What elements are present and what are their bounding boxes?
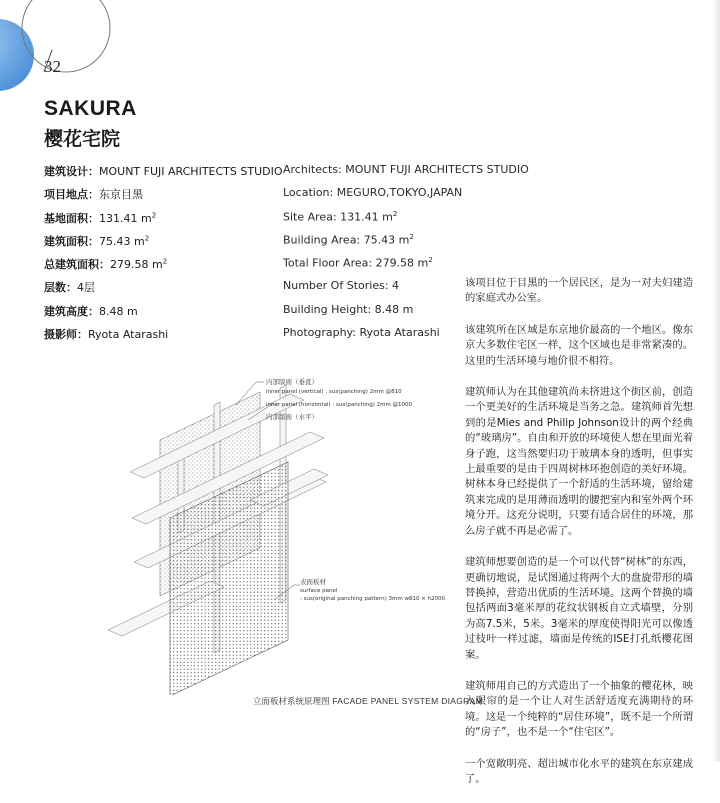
spec-label: 层数： <box>44 281 77 295</box>
spec-text: Building Height: 8.48 m <box>283 302 414 316</box>
paragraph: 一个宽敞明亮、超出城市化水平的建筑在东京建成了。 <box>465 757 693 785</box>
spec-value: 8.48 m <box>99 304 138 318</box>
page-corner-circles <box>0 0 120 100</box>
paragraph: 建筑师用自己的方式造出了一个抽象的樱花林，映入眼帘的是一个让人对生活舒适度充满期待的环境。这是一个纯粹的“居住环境”，既不是一个所谓的“房子”，也不是一个“住宅区”。 <box>465 679 693 739</box>
spec-sup: 2 <box>428 256 433 265</box>
spec-value: 东京目黑 <box>99 188 143 202</box>
spec-value: 75.43 m <box>99 234 145 248</box>
spec-sup: 2 <box>151 210 157 219</box>
paragraph: 建筑师认为在其他建筑尚未挤进这个街区前，创造一个更美好的生活环境是当务之急。建筑师首先想到的是Mies and Philip Johnson设计的两个经典的“玻璃房”。自由和开放的环境使人想在里面光着身子跑，这当然要归功于玻璃本身的透明，但事实上最重要的是由于四周树林环抱创造的美好环境。树林本身已经提供了一个舒适的生活环境，留给建筑来完成的是用薄而透明的腰把室内和室外两个环境分开。这充分说明，只要有适合居住的环境，那么房子就不再是必需了。 <box>465 386 693 537</box>
spec-label: 总建筑面积： <box>44 258 110 272</box>
spec-label: 摄影师： <box>44 328 88 342</box>
label-inner-vertical-en: inner panel (vertical) : sus(panching) 2mm @810 <box>266 389 402 395</box>
spec-label: 基地面积： <box>44 211 99 225</box>
spec-row-en <box>283 186 529 209</box>
spec-text: Photography: Ryota Atarashi <box>283 326 440 340</box>
label-inner-vertical-cn: 内部版面（垂直） <box>266 378 318 386</box>
body-text <box>465 276 693 803</box>
caption-en: FACADE PANEL SYSTEM DIAGRAM <box>332 696 483 706</box>
spec-label: 建筑高度： <box>44 304 99 318</box>
paragraph: 建筑师想要创造的是一个可以代替“树林”的东西，更确切地说，是试图通过将两个大的盘旋带形的墙替换掉，营造出优质的生活环境。这两个替换的墙包括两面3毫米厚的花纹状钢板自立式墙壁，分别为高7.5米，5米。3毫米的厚度使得阳光可以像透过枝叶一样过滤，墙面是传统的ISE打孔纸樱花图案。 <box>465 556 693 661</box>
spec-row-en <box>283 210 529 233</box>
spec-row <box>44 186 283 209</box>
spec-text: Site Area: 131.41 m <box>283 210 393 224</box>
spec-value: 4层 <box>77 281 95 295</box>
label-surface-cn: 表面板材 <box>300 578 326 586</box>
label-inner-horizontal-cn: 内部版面（水平） <box>266 413 318 421</box>
spec-sup: 2 <box>162 257 168 266</box>
spec-row <box>44 233 283 256</box>
spec-row-en <box>283 233 529 256</box>
caption-cn: 立面板材系统原理图 <box>253 697 330 707</box>
paragraph: 该项目位于目黑的一个居民区，是为一对夫妇建造的家庭式办公室。 <box>465 277 693 305</box>
spec-sup: 2 <box>392 209 398 218</box>
paragraph: 该建筑所在区域是东京地价最高的一个地区。像东京大多数住宅区一样，这个区域也是非常紧凑的。这里的生活环境与地价很不相符。 <box>465 323 693 367</box>
label-surface-en1: surface panel <box>300 588 338 594</box>
spec-value: Ryota Atarashi <box>88 328 169 342</box>
spec-label: 项目地点： <box>44 188 99 202</box>
spec-sup: 2 <box>409 232 414 241</box>
spec-value: 131.41 m <box>99 211 152 225</box>
spec-text: Total Floor Area: 279.58 m <box>283 256 429 270</box>
spec-text: Location: MEGURO,TOKYO,JAPAN <box>283 186 463 200</box>
spec-value: MOUNT FUJI ARCHITECTS STUDIO <box>99 165 283 178</box>
page-gutter-shadow <box>712 0 720 762</box>
spec-label: 建筑面积： <box>44 234 99 248</box>
spec-text: Architects: MOUNT FUJI ARCHITECTS STUDIO <box>283 163 529 176</box>
label-surface-en2: : sus(original panching pattern) 3mm w810 × h2000 <box>300 596 446 602</box>
spec-row-en <box>283 163 529 186</box>
spec-value: 279.58 m <box>110 258 163 272</box>
spec-label: 建筑设计： <box>44 165 99 178</box>
diagram-caption <box>253 695 483 707</box>
spec-text: Number Of Stories: 4 <box>283 279 400 293</box>
spec-row <box>44 256 283 279</box>
spec-sup: 2 <box>144 234 150 243</box>
title-en: SAKURA <box>44 97 137 120</box>
title-cn: 樱花宅院 <box>44 128 121 150</box>
spec-row <box>44 210 283 233</box>
label-inner-horizontal-en: inner panel (horizontal) : sus(panching) 2mm @1000 <box>266 402 413 408</box>
facade-panel-diagram <box>60 300 450 695</box>
spec-text: Building Area: 75.43 m <box>283 233 410 247</box>
page-number: 32 <box>44 57 61 76</box>
spec-row <box>44 163 283 186</box>
